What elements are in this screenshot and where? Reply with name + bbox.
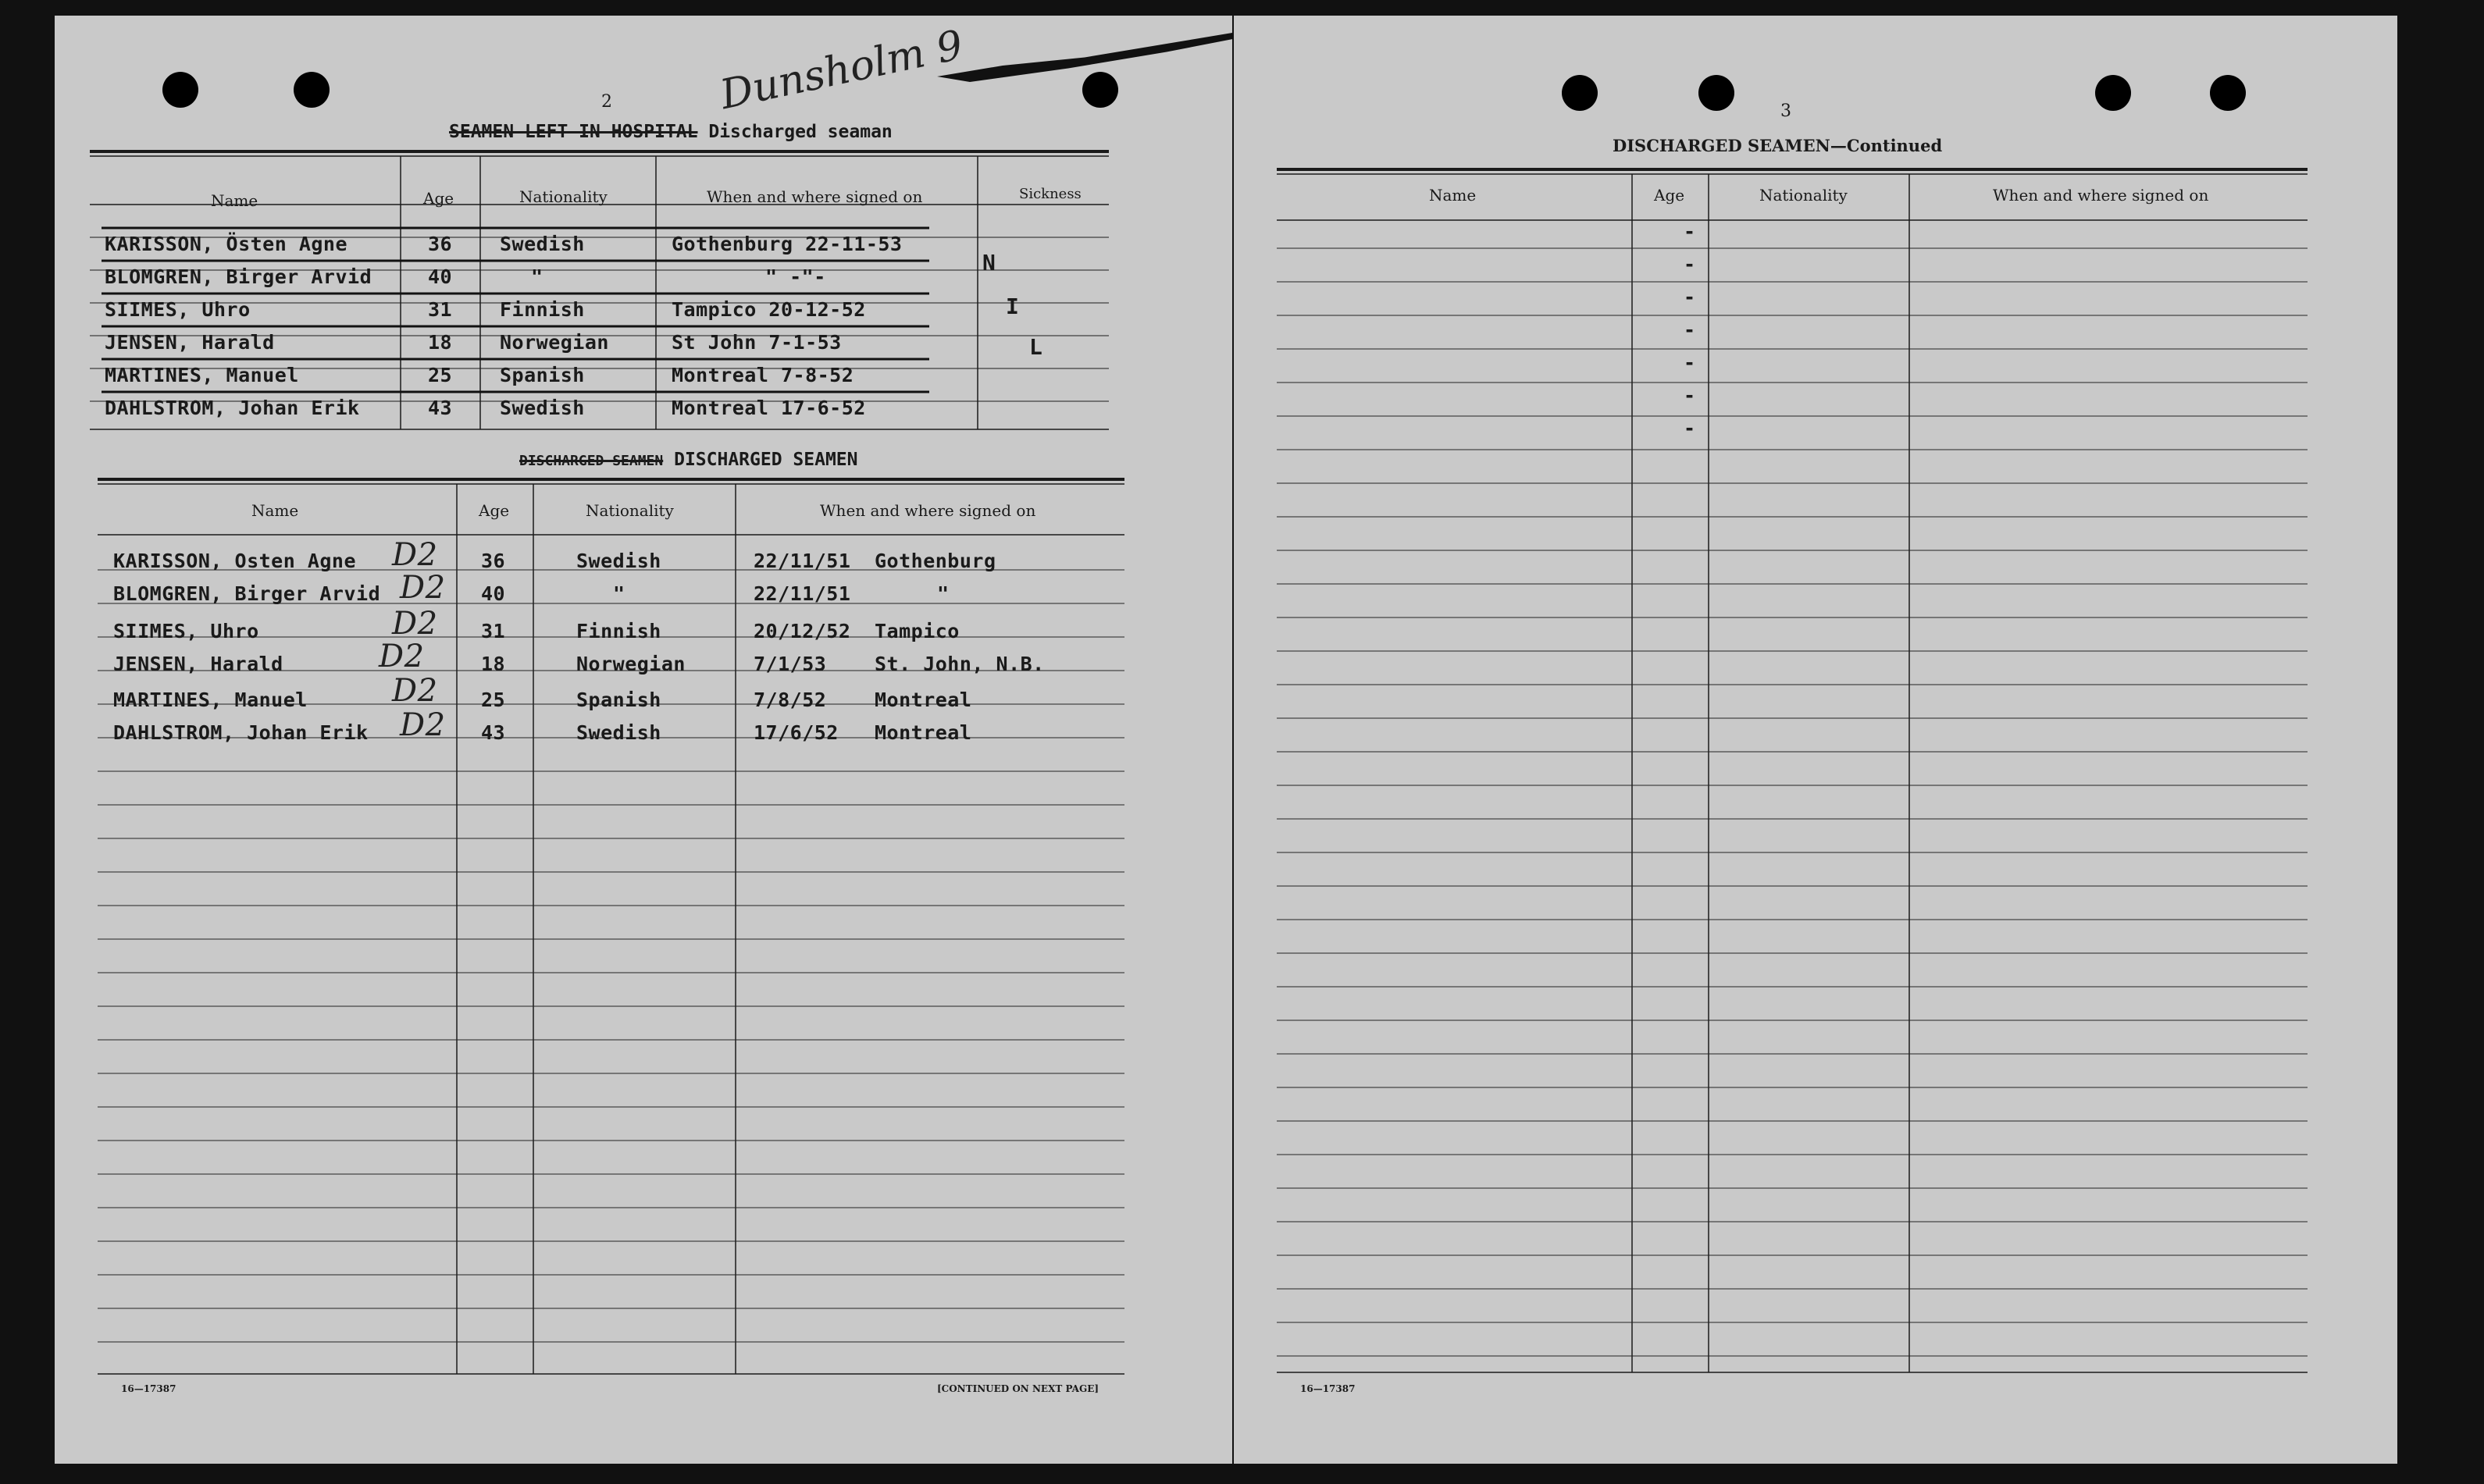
table-cell-age: 25 [428,364,453,386]
table-cell-place: " [937,582,950,605]
table-cell-age: 36 [481,550,506,572]
form-number: 16—17387 [1300,1383,1356,1394]
table-cell-age: 18 [481,653,506,675]
table-cell-nationality: " [531,265,543,288]
table-cell-signed-on: Gothenburg 22-11-53 [672,233,903,255]
table-cell-signed-on: Montreal 7-8-52 [672,364,854,386]
page-title: DISCHARGED SEAMEN—Continued [1613,136,1943,155]
table-cell-age: 31 [428,298,453,321]
col-header-sickness: Sickness [1019,186,1082,202]
top-section-title: SEAMEN LEFT IN HOSPITAL Discharged seaman [449,122,893,142]
col-header-signed-on: When and where signed on [1993,186,2209,205]
sickness-letter: L [1029,334,1043,360]
table-cell-name: JENSEN, Harald [113,653,283,675]
left-page [55,16,1232,1464]
age-dash: - [1684,253,1696,276]
table-cell-nationality: Norwegian [576,653,686,675]
handwritten-mark: D2 [400,570,446,606]
table-cell-nationality: Swedish [576,550,661,572]
col-header-name: Name [251,501,299,520]
age-dash: - [1684,286,1696,308]
table-cell-age: 36 [428,233,453,255]
continued-note: [CONTINUED ON NEXT PAGE] [937,1383,1099,1394]
table-cell-age: 43 [428,397,453,419]
table-cell-name: SIIMES, Uhro [105,298,251,321]
col-header-signed-on: When and where signed on [707,187,923,206]
table-cell-date: 20/12/52 [754,620,851,642]
col-header-nationality: Nationality [586,501,674,520]
handwritten-mark: D2 [392,537,438,573]
table-cell-name: JENSEN, Harald [105,331,275,354]
table-cell-nationality: Norwegian [500,331,609,354]
table-cell-age: 40 [428,265,453,288]
table-cell-date: 22/11/51 [754,582,851,605]
col-header-nationality: Nationality [1759,186,1848,205]
col-header-name: Name [211,191,258,210]
table-cell-nationality: Spanish [500,364,585,386]
table-cell-date: 22/11/51 [754,550,851,572]
col-header-name: Name [1429,186,1477,205]
age-dash: - [1684,319,1696,341]
table-cell-name: DAHLSTROM, Johan Erik [105,397,360,419]
age-dash: - [1684,351,1696,374]
table-cell-nationality: Swedish [500,397,585,419]
table-cell-signed-on: Tampico 20-12-52 [672,298,866,321]
handwritten-mark: D2 [379,639,425,674]
table-cell-name: SIIMES, Uhro [113,620,259,642]
table-cell-place: Gothenburg [875,550,996,572]
col-header-nationality: Nationality [519,187,608,206]
table-cell-date: 7/1/53 [754,653,827,675]
table-cell-nationality: " [613,582,625,605]
table-cell-nationality: Spanish [576,689,661,711]
col-header-age: Age [1654,186,1685,205]
table-cell-place: St. John, N.B. [875,653,1045,675]
age-dash: - [1684,220,1696,243]
table-cell-place: Montreal [875,721,972,744]
table-cell-age: 25 [481,689,506,711]
page-number: 2 [601,92,612,112]
table-cell-signed-on: St John 7-1-53 [672,331,842,354]
table-cell-age: 31 [481,620,506,642]
age-dash: - [1684,417,1696,440]
col-header-age: Age [479,501,510,520]
table-cell-name: MARTINES, Manuel [105,364,299,386]
table-cell-age: 43 [481,721,506,744]
table-cell-date: 17/6/52 [754,721,839,744]
table-cell-nationality: Swedish [500,233,585,255]
handwritten-mark: D2 [392,606,438,642]
sickness-letter: N [982,250,996,276]
table-cell-age: 40 [481,582,506,605]
table-cell-nationality: Finnish [500,298,585,321]
table-cell-place: Tampico [875,620,960,642]
form-rules [1234,16,2397,1464]
form-number: 16—17387 [121,1383,176,1394]
table-cell-signed-on: " -"- [765,265,826,288]
table-cell-nationality: Swedish [576,721,661,744]
table-cell-name: KARISSON, Osten Agne [113,550,357,572]
table-cell-nationality: Finnish [576,620,661,642]
table-cell-name: MARTINES, Manuel [113,689,308,711]
table-cell-name: BLOMGREN, Birger Arvid [113,582,381,605]
col-header-signed-on: When and where signed on [820,501,1036,520]
handwritten-annotation: Dunsholm 9 [716,21,968,119]
right-page [1234,16,2397,1464]
table-cell-name: BLOMGREN, Birger Arvid [105,265,372,288]
table-cell-name: KARISSON, Östen Agne [105,233,348,255]
sickness-letter: I [1006,294,1020,319]
handwritten-mark: D2 [392,673,438,709]
col-header-age: Age [423,189,454,208]
table-cell-date: 7/8/52 [754,689,827,711]
table-cell-age: 18 [428,331,453,354]
mid-section-title: DISCHARGED SEAMEN DISCHARGED SEAMEN [519,450,858,470]
table-cell-place: Montreal [875,689,972,711]
table-cell-signed-on: Montreal 17-6-52 [672,397,866,419]
handwritten-mark: D2 [400,707,446,743]
age-dash: - [1684,384,1696,407]
table-cell-name: DAHLSTROM, Johan Erik [113,721,369,744]
page-number: 3 [1780,101,1791,121]
